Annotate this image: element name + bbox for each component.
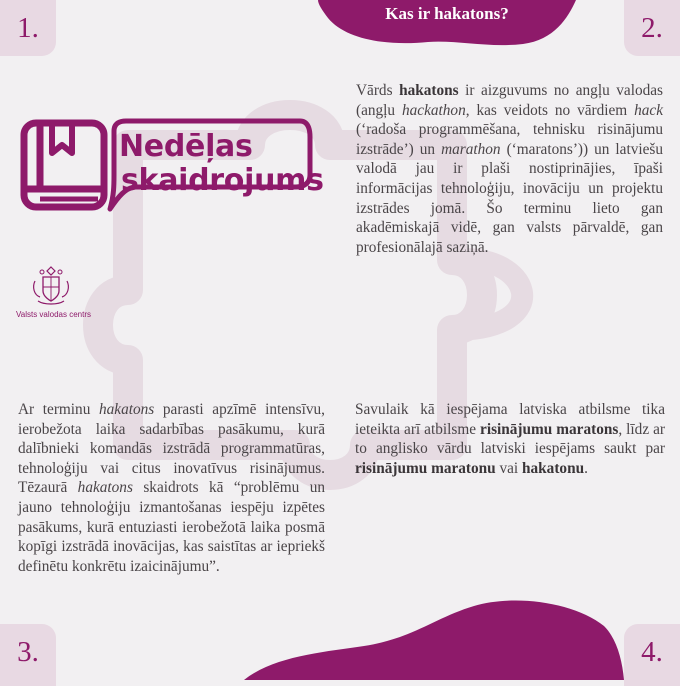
corner-number-3: 3. — [0, 624, 56, 686]
page-title: Kas ir hakatons? — [385, 4, 509, 23]
p2-term-2: hakatons — [77, 479, 133, 497]
p2-text-a: Ar terminu — [18, 401, 99, 418]
p2-text-e: skaidrots kā “problēmu un jauno tehnoloģiju izmantošanas iespēju izpētes pasākums, kurā entuziasti ierobežotā laika posmā kopīgi izstrādā inovācijas, kas saistītas ar iepriekš definētu konkrētu izaicinājumu”. — [18, 479, 325, 575]
usage-paragraph — [18, 400, 325, 576]
definition-paragraph — [356, 81, 663, 257]
p3-term-2: risinājumu maratonu — [355, 459, 496, 477]
p1-text-g: (‘radoša programmēšana, tehnisku risinājumu izstrāde’) un — [356, 121, 663, 158]
p3-term-3: hakatonu — [522, 459, 585, 477]
corner-number-2: 2. — [624, 0, 680, 56]
p1-text-i: (‘maratons’)) un latviešu valodā jau ir plaši nostiprinājies, īpaši informācijas tehnoloģiju, inovāciju un projektu izstrādes jomā. Šo terminu lieto gan akadēmiskajā vidē, gan valsts pārvaldē, gan profesionālajā saziņā. — [356, 140, 663, 256]
p2-text-c: parasti apzīmē intensīvu, ierobežota laika sadarbības pasākumu, kurā dalībnieki komandās izstrādā programmatūras, tehnoloģiju vai citus inovatīvus risinājumus. Tēzaurā — [18, 401, 326, 497]
org-name: Valsts valodas centrs — [16, 310, 91, 319]
corner-number-1: 1. — [0, 0, 56, 56]
p1-text-e: , kas veidots no vārdiem — [465, 101, 635, 119]
corner-number-4: 4. — [624, 624, 680, 686]
p3-text-g: . — [584, 459, 588, 477]
p3-text-a: Savulaik kā iespējama latviska atbilsme tika ieteikta arī atbilsme — [355, 401, 665, 438]
p1-term-marathon: marathon — [441, 140, 501, 158]
p3-term-1: risinājumu maratons — [480, 420, 619, 438]
logo-line-1: Nedēļas — [119, 129, 253, 164]
latvian-coat-of-arms-icon — [30, 265, 72, 307]
logo-title — [119, 130, 324, 198]
p1-text-a: Vārds — [356, 82, 400, 99]
p3-text-e: vai — [495, 459, 523, 477]
logo-line-2: skaidrojums — [121, 163, 324, 198]
footer-blob — [244, 596, 624, 680]
p1-term-hackathon: hackathon — [402, 101, 466, 119]
p3-text-c: , līdz ar to anglisko vārdu latviski iespējams saukt par — [355, 420, 666, 458]
equivalent-paragraph — [355, 400, 665, 478]
p1-term-hakatons: hakatons — [399, 82, 459, 99]
p1-term-hack: hack — [634, 101, 663, 119]
p2-term-1: hakatons — [99, 401, 155, 418]
p1-text-c: ir aizguvums no angļu valodas (angļu — [356, 82, 664, 119]
